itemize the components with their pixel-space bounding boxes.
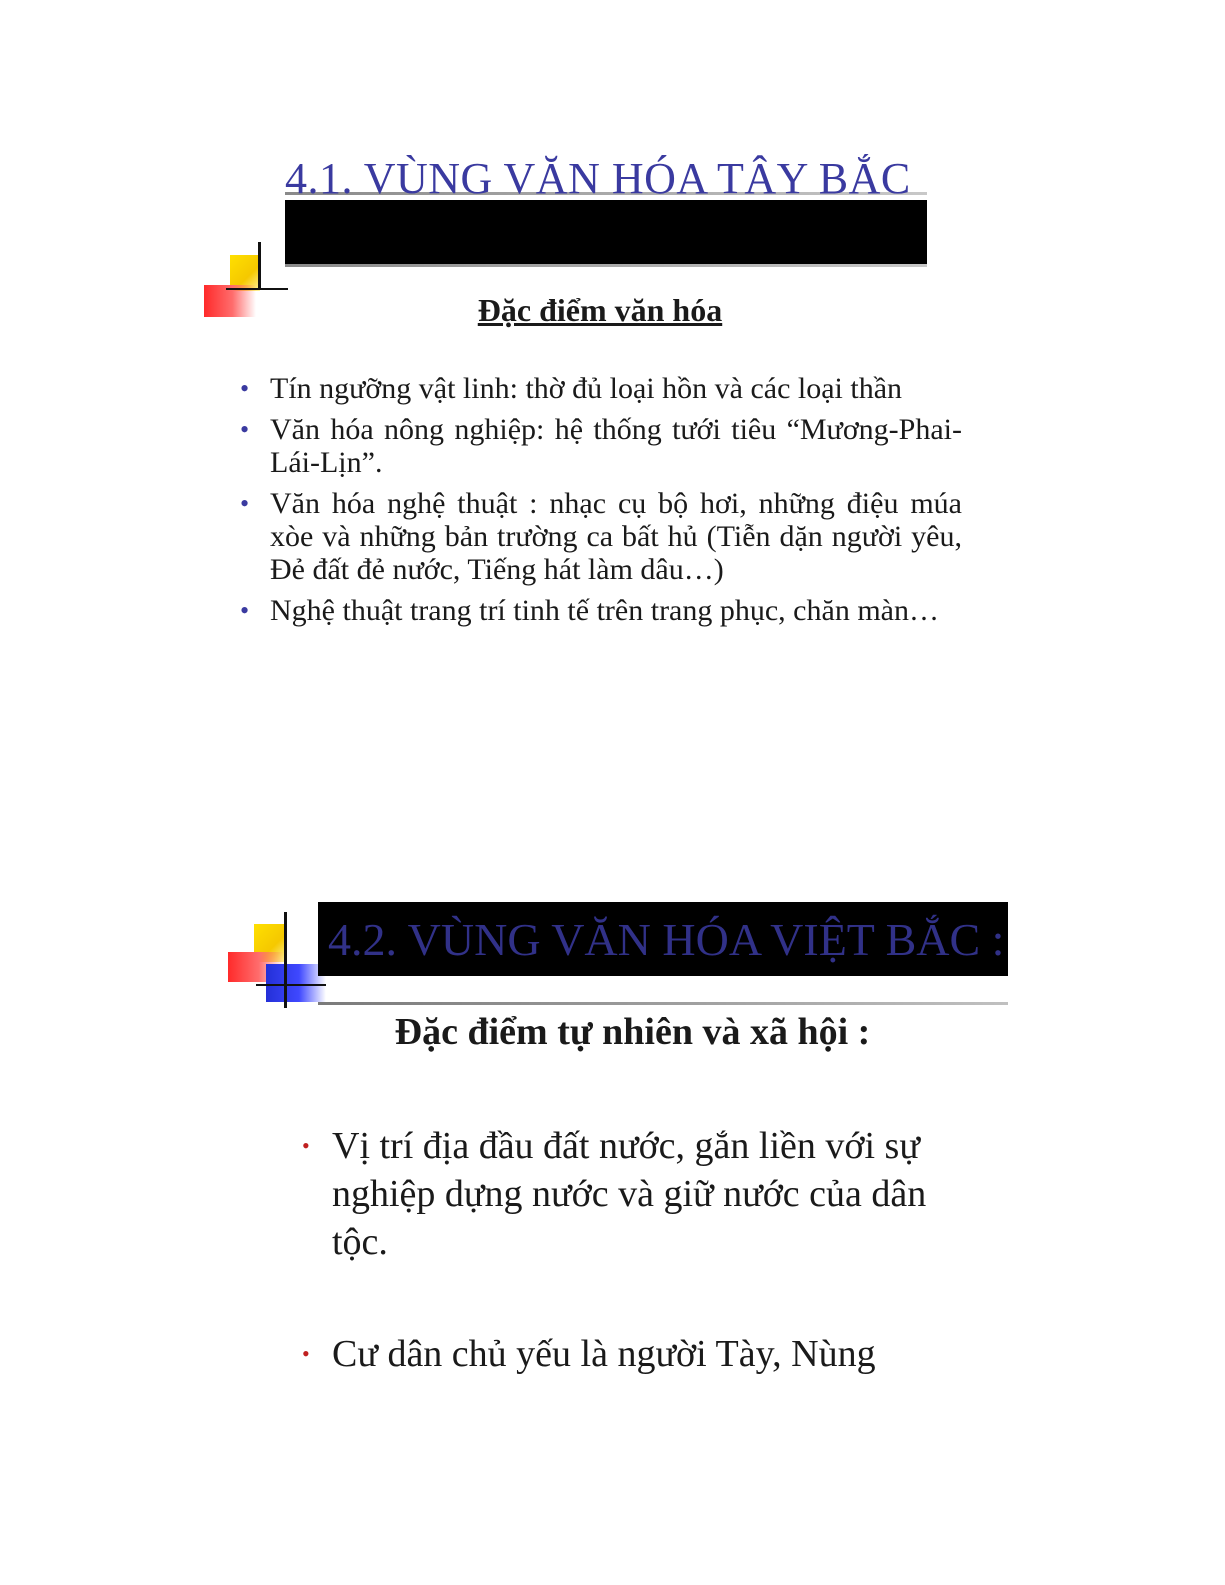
corner-decoration [228,912,328,1012]
list-item-text: Tín ngưỡng vật linh: thờ đủ loại hồn và các loại thần [270,372,903,405]
blue-square [266,964,326,1002]
bullet-list [240,372,962,635]
list-item-text: Vị trí địa đầu đất nước, gắn liền với sự nghiệp dựng nước và giữ nước của dân tộc. [332,1125,927,1263]
bullet-dot-icon: • [240,415,250,444]
bullet-dot-icon: • [302,1341,310,1366]
bullet-dot-icon: • [240,374,250,403]
list-item [240,413,962,479]
title-bottom-rule [318,1002,1008,1005]
horizontal-rule [226,288,288,290]
list-item [240,487,962,586]
title-bar [285,200,927,264]
section-heading: Đặc điểm văn hóa [477,292,723,328]
title-bottom-rule [285,264,927,267]
list-item [240,594,962,627]
list-item [240,372,962,405]
slide-title-text: 4.2. VÙNG VĂN HÓA VIỆT BẮC : [328,914,1005,965]
slide-title-text: 4.1. VÙNG VĂN HÓA TÂY BẮC [285,154,911,203]
list-item-text: Văn hóa nông nghiệp: hệ thống tưới tiêu “Mương-Phai-Lái-Lịn”. [270,413,962,479]
slide-viet-bac [0,880,1225,1520]
list-item-text: Văn hóa nghệ thuật : nhạc cụ bộ hơi, những điệu múa xòe và những bản trường ca bất hủ (Tiễn dặn người yêu, Đẻ đất đẻ nước, Tiếng hát làm dâu…) [270,487,962,586]
list-item [302,1330,982,1378]
slide-tay-bac [0,0,1225,760]
bullet-list [302,1122,982,1378]
vertical-rule [284,912,287,1008]
horizontal-rule [256,984,326,986]
slide-title [318,902,1008,976]
list-item-text: Nghệ thuật trang trí tinh tế trên trang phục, chăn màn… [270,594,939,627]
section-heading: Đặc điểm tự nhiên và xã hội : [394,1011,871,1053]
list-item-text: Cư dân chủ yếu là người Tày, Nùng [332,1333,876,1375]
vertical-rule [258,242,261,290]
list-item [302,1122,982,1266]
slide-title [285,152,927,206]
bullet-dot-icon: • [302,1133,310,1158]
bullet-dot-icon: • [240,596,250,625]
bullet-dot-icon: • [240,489,250,518]
